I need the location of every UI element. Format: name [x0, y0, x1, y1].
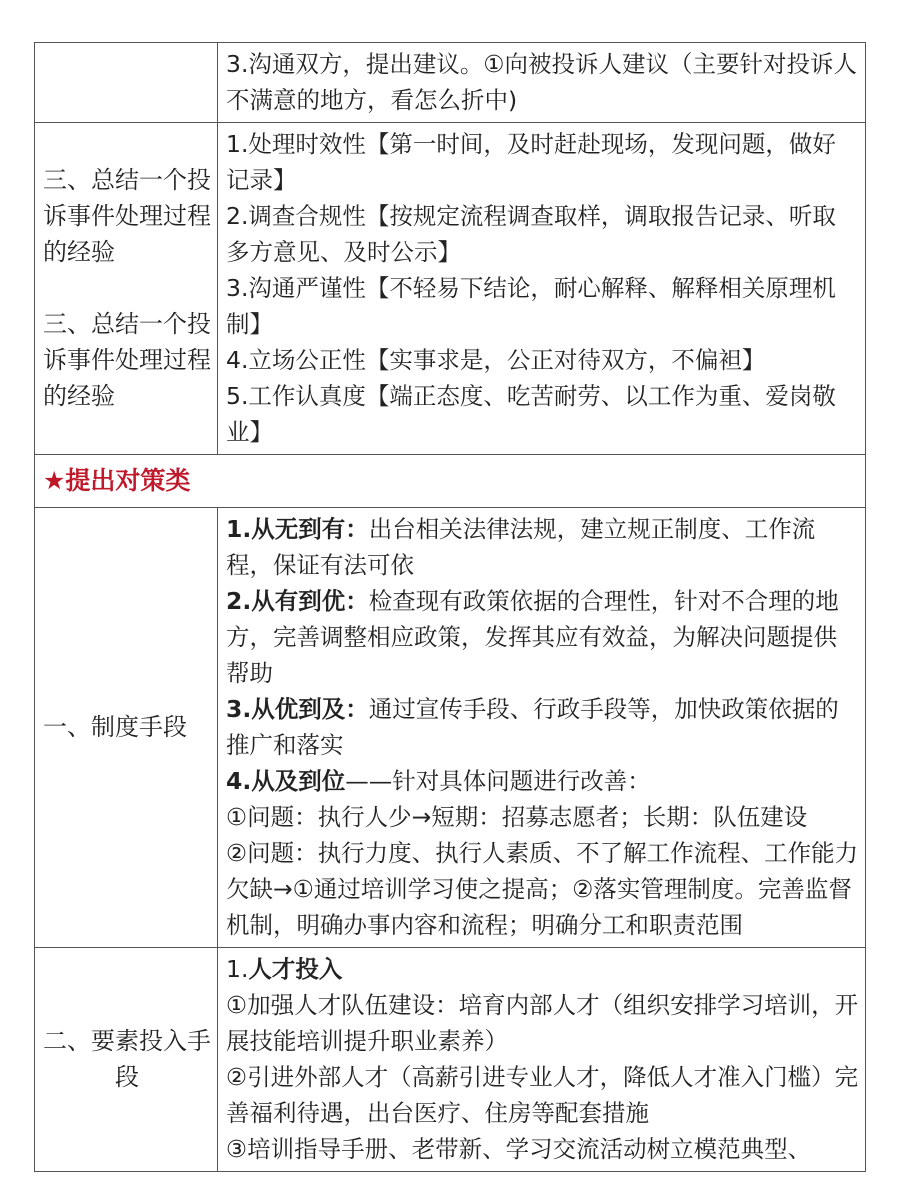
list-item: ①问题：执行人少→短期：招募志愿者；长期：队伍建设 — [226, 803, 808, 831]
row-label — [35, 508, 218, 948]
item-heading: 1.从无到有： — [226, 515, 369, 543]
list-item: 4.立场公正性【实事求是，公正对待双方，不偏袒】 — [226, 346, 766, 374]
list-item — [226, 583, 859, 691]
strategy-table — [34, 42, 866, 1172]
row-label — [35, 123, 218, 455]
row-label — [35, 948, 218, 1172]
item-text: 通过宣传手段、行政手段等，加快政策依据的推广和落实 — [226, 695, 839, 759]
list-item — [226, 511, 859, 583]
item-heading: 3.从优到及： — [226, 695, 369, 723]
list-item: 2.调查合规性【按规定流程调查取样，调取报告记录、听取多方意见、及时公示】 — [226, 202, 836, 266]
list-item: 1.处理时效性【第一时间，及时赶赴现场，发现问题，做好记录】 — [226, 130, 836, 194]
table-row — [35, 43, 866, 123]
item-text: 出台相关法律法规，建立规正制度、工作流程，保证有法可依 — [226, 515, 816, 579]
list-item — [226, 763, 859, 799]
label-text: 三、总结一个投诉事件处理过程的经验 — [43, 310, 211, 410]
document-sheet — [34, 42, 866, 1163]
spacer — [43, 270, 211, 306]
table-viewport — [34, 42, 866, 1163]
section-heading: ★提出对策类 — [35, 455, 866, 508]
list-item: ③培训指导手册、老带新、学习交流活动树立模范典型、 — [226, 1135, 812, 1163]
item-text: ——针对具体问题进行改善： — [345, 767, 651, 795]
section-row — [35, 455, 866, 508]
item-heading: 人才投入 — [248, 955, 343, 983]
item-heading: 4.从及到位 — [226, 767, 346, 795]
list-item: 3.沟通严谨性【不轻易下结论，耐心解释、解释相关原理机制】 — [226, 274, 836, 338]
item-text: 检查现有政策依据的合理性，针对不合理的地方，完善调整相应政策，发挥其应有效益，为解决问题提供帮助 — [226, 587, 839, 687]
row-content — [218, 948, 866, 1172]
item-number: 1. — [226, 955, 249, 983]
list-item: ②问题：执行力度、执行人素质、不了解工作流程、工作能力欠缺→①通过培训学习使之提高；②落实管理制度。完善监督机制，明确办事内容和流程；明确分工和职责范围 — [226, 839, 859, 939]
label-text: 三、总结一个投诉事件处理过程的经验 — [43, 166, 211, 266]
table-row — [35, 948, 866, 1172]
row-content — [218, 123, 866, 455]
list-item: ②引进外部人才（高薪引进专业人才，降低人才准入门槛）完善福利待遇，出台医疗、住房等配套措施 — [226, 1063, 859, 1127]
list-item — [226, 691, 859, 763]
label-text: 一、制度手段 — [43, 713, 187, 741]
row-content — [218, 43, 866, 123]
list-item: ①加强人才队伍建设：培育内部人才（组织安排学习培训，开展技能培训提升职业素养） — [226, 991, 859, 1055]
table-row — [35, 508, 866, 948]
row-content — [218, 508, 866, 948]
table-row — [35, 123, 866, 455]
empty-label-cell — [35, 43, 218, 123]
list-item: 5.工作认真度【端正态度、吃苦耐劳、以工作为重、爱岗敬业】 — [226, 382, 836, 446]
item-text: 3.沟通双方，提出建议。①向被投诉人建议（主要针对投诉人不满意的地方，看怎么折中) — [226, 50, 857, 114]
label-text: 二、要素投入手段 — [43, 1027, 211, 1091]
item-heading: 2.从有到优： — [226, 587, 369, 615]
list-item — [226, 951, 859, 987]
